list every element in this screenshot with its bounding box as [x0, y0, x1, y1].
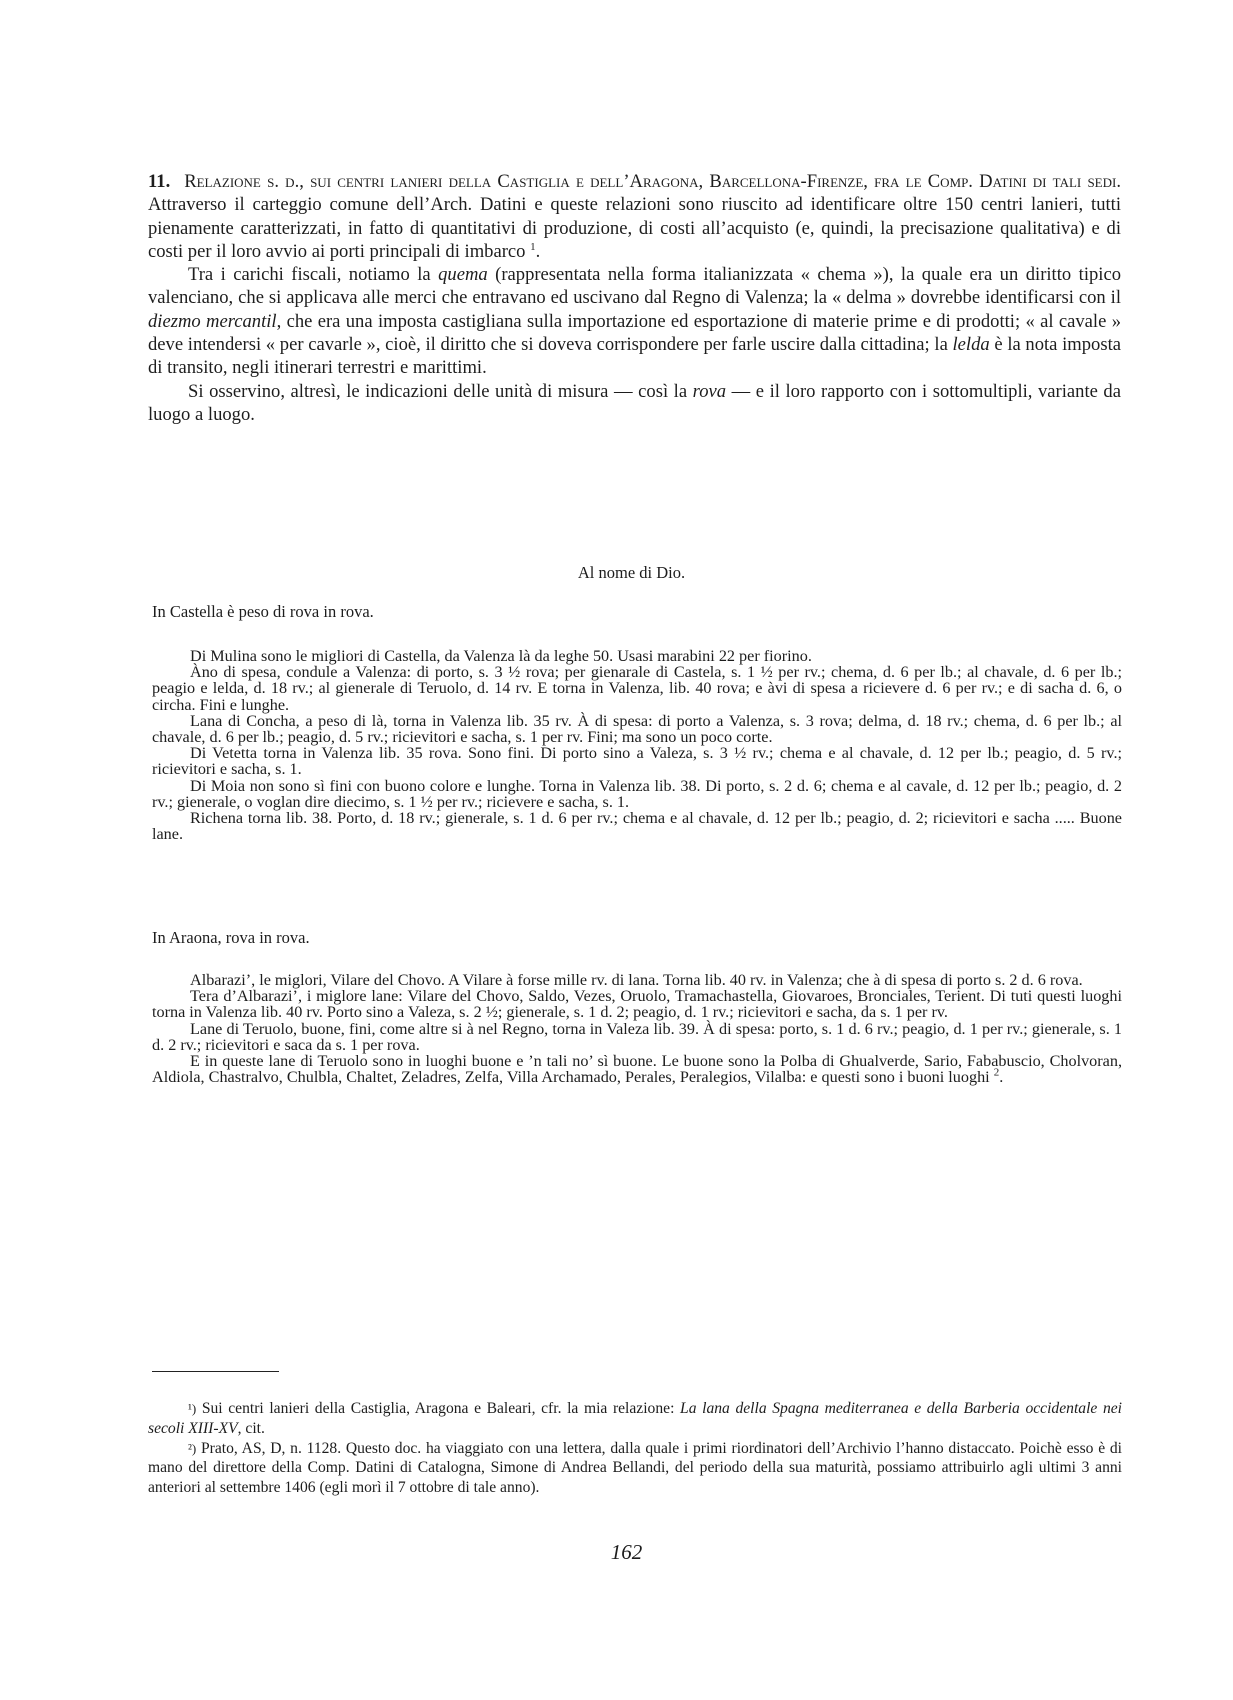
- term-lelda: lelda: [952, 334, 990, 356]
- araona-entry: Tera d’Albarazi’, i miglore lane: Vilare del Chovo, Saldo, Vezes, Oruolo, Tramachastella, Giovaroes, Bronciales, Terient. Di tuti questi luoghi torna in Valenza lib. 40 rv. Porto sino a Valeza, s. 2 ½; gienerale, s. 1 d. 2; peagio, d. 1 rv.; ricievitori e sacha, da s. 1 per rv.: [152, 987, 1122, 1022]
- document-title: Al nome di Dio.: [577, 563, 686, 582]
- section-intro: [148, 170, 1121, 426]
- text-run: .: [999, 1068, 1004, 1087]
- footnote-2: [148, 1439, 1122, 1498]
- castella-entry: Di Moia non sono sì fini con buono colore e lunghe. Torna in Valenza lib. 38. Di porto, s. 2 d. 6; chema e al cavale, d. 12 per lb.; peagio, d. 2 rv.; gienerale, o voglan dire diecimo, s. 1 ½ per rv.; ricievere e sacha, s. 1.: [152, 776, 1122, 811]
- text-run: — e il loro rapporto con i sottomultipli, variante da luogo a luogo.: [148, 380, 1121, 425]
- castella-section: [152, 602, 1122, 842]
- footnote-title: La lana della Spagna mediterranea e della Barberia occidentale nei secoli XIII-XV: [148, 1400, 1122, 1437]
- term-rova: rova: [692, 380, 727, 402]
- section-number: 11.: [148, 171, 171, 192]
- footnote-mark: ²): [188, 1440, 197, 1456]
- footnote-ref-2[interactable]: 2: [993, 1066, 1000, 1079]
- text-run: è la nota imposta di transito, negli itinerari terrestri e marittimi.: [148, 334, 1121, 379]
- text-run: Sui centri lanieri della Castiglia, Aragona e Baleari, cfr. la mia relazione:: [196, 1400, 681, 1417]
- text-run: Tra i carichi fiscali, notiamo la: [188, 264, 439, 286]
- text-run: , che era una imposta castigliana sulla importazione ed esportazione di materie prime e di prodotti; « al cavale » deve intendersi « per cavarle », cioè, il diritto che si doveva corrispondere per farle uscire dalla cittadina; la: [148, 310, 1121, 356]
- castella-entry: Lana di Concha, a peso di là, torna in Valenza lib. 35 rv. À di spesa: di porto a Valenza, s. 3 rova; delma, d. 18 rv.; chema, d. 6 per lb.; al chavale, d. 6 per lb.; peagio, d. 5 rv.; ricievitori e sacha, s. 1 per rv. Fini; ma sono un poco corte.: [152, 711, 1122, 747]
- araona-entry: Albarazi’, le miglori, Vilare del Chovo. A Vilare à forse mille rv. di lana. Torna lib. 40 rv. in Valenza; che à di spesa di porto s. 2 d. 6 rova.: [190, 971, 1083, 989]
- footnote-mark: ¹): [188, 1401, 197, 1416]
- footnote-1: [148, 1399, 1122, 1439]
- page-number: 162: [610, 1540, 643, 1564]
- text-run: E in queste lane di Teruolo sono in luoghi buone e ’n tali no’ sì buone. Le buone sono la Polba di Ghualverde, Sario, Fababuscio, Cholvoran, Aldiola, Chastralvo, Chulbla, Chaltet, Zeladres, Zelfa, Villa Archamado, Perales, Peralegios, Vilalba: e questi sono i buoni luoghi: [152, 1052, 1122, 1087]
- araona-entry: [152, 1053, 1122, 1085]
- section-paragraph-3: [148, 380, 1121, 427]
- section-paragraph-1: 11. Relazione s. d., sui centri lanieri della Castiglia e dell’Aragona, Barcellona-Firenze, fra le Comp. Datini di tali sedi. Attraverso il carteggio comune dell’Arch. Datini e queste relazioni sono riuscito ad identificare oltre 150 centri lanieri, tutti pienamente caratterizzati, in fatto di quantitativi di produzione, di costi all’acquisto (e, quindi, la precisazione qualitativa) e di costi per il loro avvio ai porti principali di imbarco $^1$.: [148, 171, 1121, 262]
- term-quema: quema: [438, 264, 488, 286]
- section-paragraph-2: [148, 263, 1121, 379]
- castella-entry: Richena torna lib. 38. Porto, d. 18 rv.; gienerale, s. 1 d. 6 per rv.; chema e al chavale, d. 12 per lb.; peagio, d. 2; ricievitori e sacha ..... Buone lane.: [152, 809, 1122, 844]
- footnotes: [148, 1399, 1122, 1498]
- text-run: (rappresentata nella forma italianizzata « chema »), la quale era un diritto tipico valenciano, che si applicava alle merci che entravano ed uscivano dal Regno di Valenza; la « delma » dovrebbe identificarsi con il: [148, 264, 1121, 309]
- castella-heading: In Castella è peso di rova in rova.: [152, 602, 374, 621]
- term-diezmo: diezmo mercantil: [148, 310, 277, 332]
- footnote-divider: [152, 1371, 279, 1372]
- castella-entry: Àno di spesa, condule a Valenza: di porto, s. 3 ½ rova; per gienarale di Castela, s. 1 ½ per rv.; chema, d. 6 per lb.; al chavale, d. 6 per lb.; peagio e lelda, d. 18 rv.; al gienerale di Teruolo, d. 14 rv. E torna in Valenza, lib. 40 rova; e àvi di spesa a ricievere d. 6 per rv.; e di sacha d. 6, o circha. Fini e lunghe.: [152, 663, 1122, 714]
- text-run: Prato, AS, D, n. 1128. Questo doc. ha viaggiato con una lettera, dalla quale i primi riordinatori dell’Archivio l’hanno distaccato. Poichè esso è di mano del direttore della Comp. Datini di Catalogna, Simone di Andrea Bellandi, del periodo della sua maturità, possiamo attribuirlo agli ultimi 3 anni anteriori al settembre 1406 (egli morì il 7 ottobre di tale anno).: [148, 1439, 1122, 1497]
- intro-text: Attraverso il carteggio comune dell’Arch. Datini e queste relazioni sono riuscito ad identificare oltre 150 centri lanieri, tutti pienamente caratterizzati, in fatto di quantitativi di produzione, di costi all’acquisto (e, quindi, la precisazione qualitativa) e di costi per il loro avvio ai porti principali di imbarco: [148, 194, 1121, 262]
- araona-section: [152, 928, 1122, 1085]
- araona-heading: In Araona, rova in rova.: [152, 928, 310, 947]
- text-run: Si osservino, altresì, le indicazioni delle unità di misura — così la: [188, 380, 693, 402]
- araona-entry: Lane di Teruolo, buone, fini, come altre si à nel Regno, torna in Valeza lib. 39. À di spesa: porto, s. 1 d. 6 rv.; peagio, d. 1 per rv.; gienerale, s. 1 d. 2 rv.; ricievitori e saca da s. 1 per rova.: [152, 1019, 1122, 1054]
- footnote-ref-1[interactable]: 1: [530, 240, 536, 253]
- castella-entry: Di Vetetta torna in Valenza lib. 35 rova. Sono fini. Di porto sino a Valeza, s. 3 ½ rv.; chema e al chavale, d. 12 per lb.; peagio, d. 5 rv.; ricievitori e sacha, s. 1.: [152, 744, 1122, 779]
- text-run: , cit.: [237, 1419, 265, 1437]
- castella-entry: Di Mulina sono le migliori di Castella, da Valenza là da leghe 50. Usasi marabini 22 per fiorino.: [190, 647, 812, 665]
- section-heading: Relazione s. d., sui centri lanieri della Castiglia e dell’Aragona, Barcellona-Firenze, fra le Comp. Datini di tali sedi.: [184, 171, 1121, 192]
